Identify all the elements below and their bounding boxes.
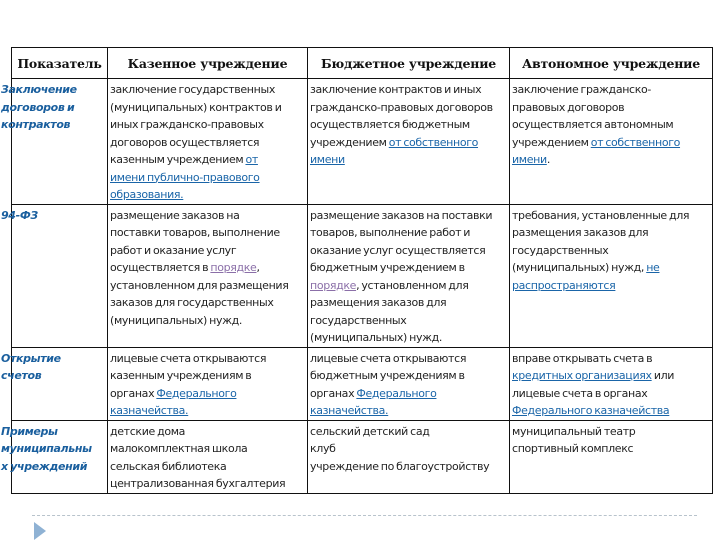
cell-text: бюджетным учреждением в — [310, 261, 465, 274]
cell-text: клуб — [310, 442, 336, 455]
hyperlink-visited[interactable]: порядке — [310, 278, 357, 292]
hyperlink-visited[interactable]: порядке — [210, 261, 257, 274]
indicator-cell — [1, 420, 108, 493]
cell-line — [512, 440, 712, 458]
cell-line — [110, 242, 307, 260]
hyperlink[interactable]: распространяются — [512, 278, 616, 292]
cell-line — [310, 329, 509, 347]
cell-line — [310, 440, 509, 458]
hyperlink[interactable]: от собственного — [388, 135, 479, 149]
cell-line — [110, 99, 307, 117]
cell-text: оказание услуг осуществляется — [310, 243, 486, 257]
cell-line — [310, 259, 509, 277]
cell-line — [310, 151, 509, 169]
table-row — [12, 420, 713, 493]
cell-text: размещения заказов для — [512, 226, 649, 239]
byudzhetnoe-cell — [308, 420, 510, 493]
cell-text: заключение контрактов и иных — [310, 83, 482, 96]
header-byudzhetnoe: Бюджетное учреждение — [308, 48, 510, 79]
hyperlink[interactable]: от собственного — [590, 135, 681, 149]
cell-line — [310, 224, 509, 242]
cell-line — [110, 169, 307, 187]
hyperlink[interactable]: от — [245, 153, 258, 166]
indicator-line: муниципальны — [1, 442, 92, 455]
cell-line — [512, 350, 712, 368]
cell-line — [310, 458, 509, 476]
cell-text: (муниципальных) нужд. — [110, 313, 243, 327]
header-indicator: Показатель — [12, 48, 108, 79]
hyperlink[interactable]: образования. — [110, 188, 184, 201]
cell-text: заключение гражданско- — [512, 83, 652, 96]
cell-text: государственных — [512, 243, 609, 257]
cell-text: размещение заказов на поставки — [310, 208, 493, 222]
cell-line — [512, 116, 712, 134]
cell-line — [310, 242, 509, 260]
cell-line — [110, 440, 307, 458]
hyperlink[interactable]: казначейства. — [310, 404, 389, 417]
cell-line — [512, 277, 712, 295]
header-kazennoe: Казенное учреждение — [108, 48, 308, 79]
cell-text: товаров, выполнение работ и — [310, 226, 471, 239]
footer-divider — [32, 515, 697, 516]
table-row — [12, 204, 713, 347]
cell-text: гражданско-правовых договоров — [310, 100, 493, 114]
kazennoe-cell — [108, 347, 308, 420]
cell-text: осуществляется бюджетным — [310, 118, 470, 131]
cell-text: лицевые счета открываются — [310, 351, 467, 365]
cell-line — [310, 81, 509, 99]
cell-line — [512, 99, 712, 117]
cell-text: органах — [110, 386, 157, 400]
header-row — [12, 48, 713, 79]
cell-line — [310, 116, 509, 134]
cell-text: , — [256, 261, 260, 274]
byudzhetnoe-cell — [308, 347, 510, 420]
cell-line — [512, 207, 712, 225]
cell-line — [310, 402, 509, 420]
cell-text: заказов для государственных — [110, 296, 274, 309]
cell-text: лицевые счета в органах — [512, 386, 648, 400]
cell-text: малокомплектная школа — [110, 442, 248, 455]
cell-line — [310, 99, 509, 117]
byudzhetnoe-cell — [308, 204, 510, 347]
indicator-line: Примеры — [1, 424, 58, 438]
cell-text: государственных — [310, 313, 407, 327]
cell-text: (муниципальных) контрактов и — [110, 100, 282, 114]
indicator-cell — [1, 79, 108, 205]
cell-text: требования, установленные для — [512, 208, 690, 222]
header-avtonomnoe: Автономное учреждение — [510, 48, 713, 79]
cell-text: (муниципальных) нужд, — [512, 261, 647, 274]
cell-line — [110, 458, 307, 476]
hyperlink[interactable]: имени — [512, 153, 547, 166]
cell-text: установленном для размещения — [110, 278, 289, 292]
kazennoe-cell — [108, 204, 308, 347]
cell-text: , установленном для — [356, 278, 469, 292]
hyperlink[interactable]: кредитных организациях — [512, 369, 652, 382]
kazennoe-cell — [108, 420, 308, 493]
cell-text: сельская библиотека — [110, 459, 227, 473]
hyperlink[interactable]: Федерального — [356, 386, 437, 400]
cell-line — [110, 207, 307, 225]
cell-line — [512, 151, 712, 169]
comparison-table — [1, 47, 713, 494]
hyperlink[interactable]: Федерального казначейства — [512, 404, 670, 417]
cell-line — [512, 259, 712, 277]
indicator-label — [1, 81, 109, 134]
play-triangle-icon — [34, 522, 46, 540]
avtonomnoe-cell — [510, 347, 713, 420]
cell-text: бюджетным учреждениям в — [310, 369, 465, 382]
cell-text: размещение заказов на — [110, 208, 240, 222]
cell-line — [310, 385, 509, 403]
cell-text: вправе открывать счета в — [512, 351, 653, 365]
hyperlink[interactable]: имени — [310, 153, 345, 166]
indicator-line: счетов — [1, 369, 42, 382]
cell-text: или — [651, 369, 675, 382]
cell-line — [512, 367, 712, 385]
cell-line — [110, 367, 307, 385]
indicator-line: х учреждений — [1, 459, 88, 473]
indicator-line: договоров и — [1, 100, 75, 114]
cell-text: детские дома — [110, 424, 186, 438]
cell-line — [310, 277, 509, 295]
indicator-line: 94-ФЗ — [1, 208, 38, 222]
kazennoe-cell — [108, 79, 308, 205]
cell-line — [512, 224, 712, 242]
cell-text: договоров осуществляется — [110, 135, 260, 149]
indicator-line: Заключение — [1, 83, 77, 96]
avtonomnoe-cell — [510, 420, 713, 493]
cell-line — [512, 134, 712, 152]
cell-text: работ и оказание услуг — [110, 243, 237, 257]
cell-line — [110, 402, 307, 420]
cell-line — [512, 385, 712, 403]
cell-text: муниципальный театр — [512, 424, 636, 438]
cell-text: казенным учреждением — [110, 153, 246, 166]
cell-text: правовых договоров — [512, 100, 625, 114]
indicator-cell — [1, 204, 108, 347]
cell-line — [310, 294, 509, 312]
cell-line — [310, 350, 509, 368]
cell-line — [310, 423, 509, 441]
cell-line — [110, 423, 307, 441]
cell-text: осуществляется в — [110, 261, 211, 274]
cell-text: централизованная бухгалтерия — [110, 477, 286, 490]
cell-line — [512, 423, 712, 441]
avtonomnoe-cell — [510, 204, 713, 347]
cell-text: иных гражданско-правовых — [110, 118, 264, 131]
hyperlink[interactable]: не — [646, 261, 660, 274]
cell-line — [110, 277, 307, 295]
indicator-line: контрактов — [1, 118, 71, 131]
cell-line — [110, 81, 307, 99]
cell-text: сельский детский сад — [310, 424, 430, 438]
cell-line — [512, 242, 712, 260]
cell-text: учреждением — [512, 135, 591, 149]
cell-line — [110, 116, 307, 134]
cell-line — [110, 224, 307, 242]
cell-line — [512, 402, 712, 420]
hyperlink[interactable]: казначейства. — [110, 404, 189, 417]
table-row — [12, 79, 713, 205]
cell-line — [110, 134, 307, 152]
cell-line — [110, 259, 307, 277]
avtonomnoe-cell — [510, 79, 713, 205]
cell-line — [110, 151, 307, 169]
cell-line — [110, 312, 307, 330]
indicator-label — [1, 350, 109, 385]
cell-text: органах — [310, 386, 357, 400]
indicator-label — [1, 423, 109, 476]
cell-text: размещения заказов для — [310, 296, 447, 309]
cell-line — [310, 312, 509, 330]
cell-text: учреждение по благоустройству — [310, 459, 490, 473]
cell-line — [310, 367, 509, 385]
cell-text: поставки товаров, выполнение — [110, 226, 280, 239]
hyperlink[interactable]: Федерального — [156, 386, 237, 400]
cell-text: казенным учреждениям в — [110, 369, 252, 382]
cell-text: спортивный комплекс — [512, 442, 634, 455]
cell-text: . — [546, 153, 550, 166]
indicator-line: Открытие — [1, 351, 61, 365]
cell-text: заключение государственных — [110, 83, 275, 96]
cell-line — [310, 207, 509, 225]
cell-line — [110, 186, 307, 204]
hyperlink[interactable]: имени публично-правового — [110, 170, 260, 184]
cell-text: (муниципальных) нужд. — [310, 331, 443, 344]
table-row — [12, 347, 713, 420]
indicator-label — [1, 207, 109, 225]
cell-line — [512, 81, 712, 99]
indicator-cell — [1, 347, 108, 420]
cell-line — [110, 294, 307, 312]
cell-text: лицевые счета открываются — [110, 351, 267, 365]
cell-line — [110, 385, 307, 403]
cell-line — [110, 475, 307, 493]
cell-line — [310, 134, 509, 152]
byudzhetnoe-cell — [308, 79, 510, 205]
cell-text: учреждением — [310, 135, 389, 149]
cell-text: осуществляется автономным — [512, 118, 674, 131]
cell-line — [110, 350, 307, 368]
